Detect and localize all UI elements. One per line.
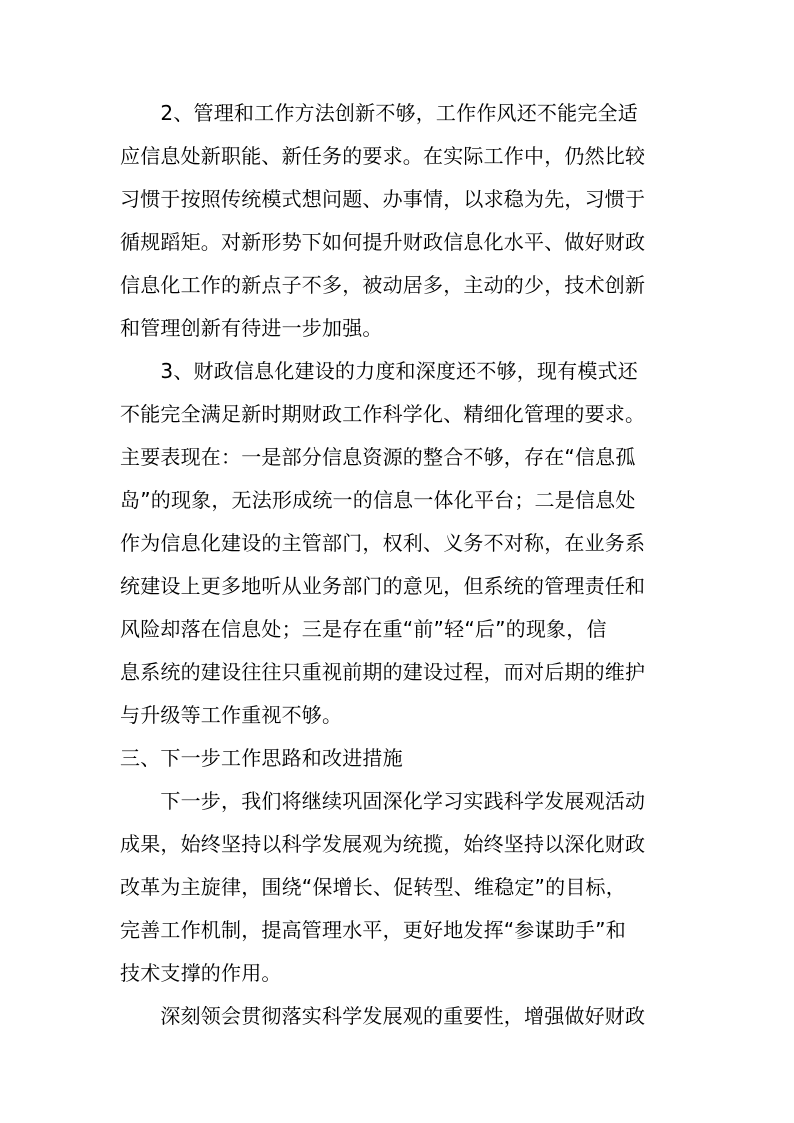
text-line: 统建设上更多地听从业务部门的意见，但系统的管理责任和 [120, 574, 646, 598]
text-line: 完善工作机制，提高管理水平，更好地发挥“参谋助手”和 [120, 918, 626, 942]
text-line: 息系统的建设往往只重视前期的建设过程，而对后期的维护 [120, 660, 646, 684]
text-line: 3、财政信息化建设的力度和深度还不够，现有模式还 [120, 359, 638, 383]
text-line: 下一步，我们将继续巩固深化学习实践科学发展观活动 [120, 789, 646, 813]
text-line: 应信息处新职能、新任务的要求。在实际工作中，仍然比较 [120, 144, 646, 168]
text-line: 与升级等工作重视不够。 [120, 703, 343, 727]
text-line: 技术支撑的作用。 [120, 961, 282, 985]
text-line: 习惯于按照传统模式想问题、办事情，以求稳为先，习惯于 [120, 187, 646, 211]
text-line: 和管理创新有待进一步加强。 [120, 316, 383, 340]
text-line: 2、管理和工作方法创新不够，工作作风还不能完全适 [120, 101, 638, 125]
text-line: 深刻领会贯彻落实科学发展观的重要性，增强做好财政 [120, 1004, 646, 1028]
text-line: 改革为主旋律，围绕“保增长、促转型、维稳定”的目标， [120, 875, 626, 899]
text-line: 循规蹈矩。对新形势下如何提升财政信息化水平、做好财政 [120, 230, 646, 254]
text-line: 作为信息化建设的主管部门，权利、义务不对称，在业务系 [120, 531, 646, 555]
text-line: 岛”的现象，无法形成统一的信息一体化平台；二是信息处 [120, 488, 636, 512]
text-line: 信息化工作的新点子不多，被动居多，主动的少，技术创新 [120, 273, 646, 297]
text-line: 风险却落在信息处；三是存在重“前”轻“后”的现象，信 [120, 617, 607, 641]
text-line: 主要表现在：一是部分信息资源的整合不够，存在“信息孤 [120, 445, 636, 469]
text-line: 成果，始终坚持以科学发展观为统揽，始终坚持以深化财政 [120, 832, 646, 856]
text-line: 不能完全满足新时期财政工作科学化、精细化管理的要求。 [120, 402, 646, 426]
section-heading: 三、下一步工作思路和改进措施 [120, 746, 403, 770]
